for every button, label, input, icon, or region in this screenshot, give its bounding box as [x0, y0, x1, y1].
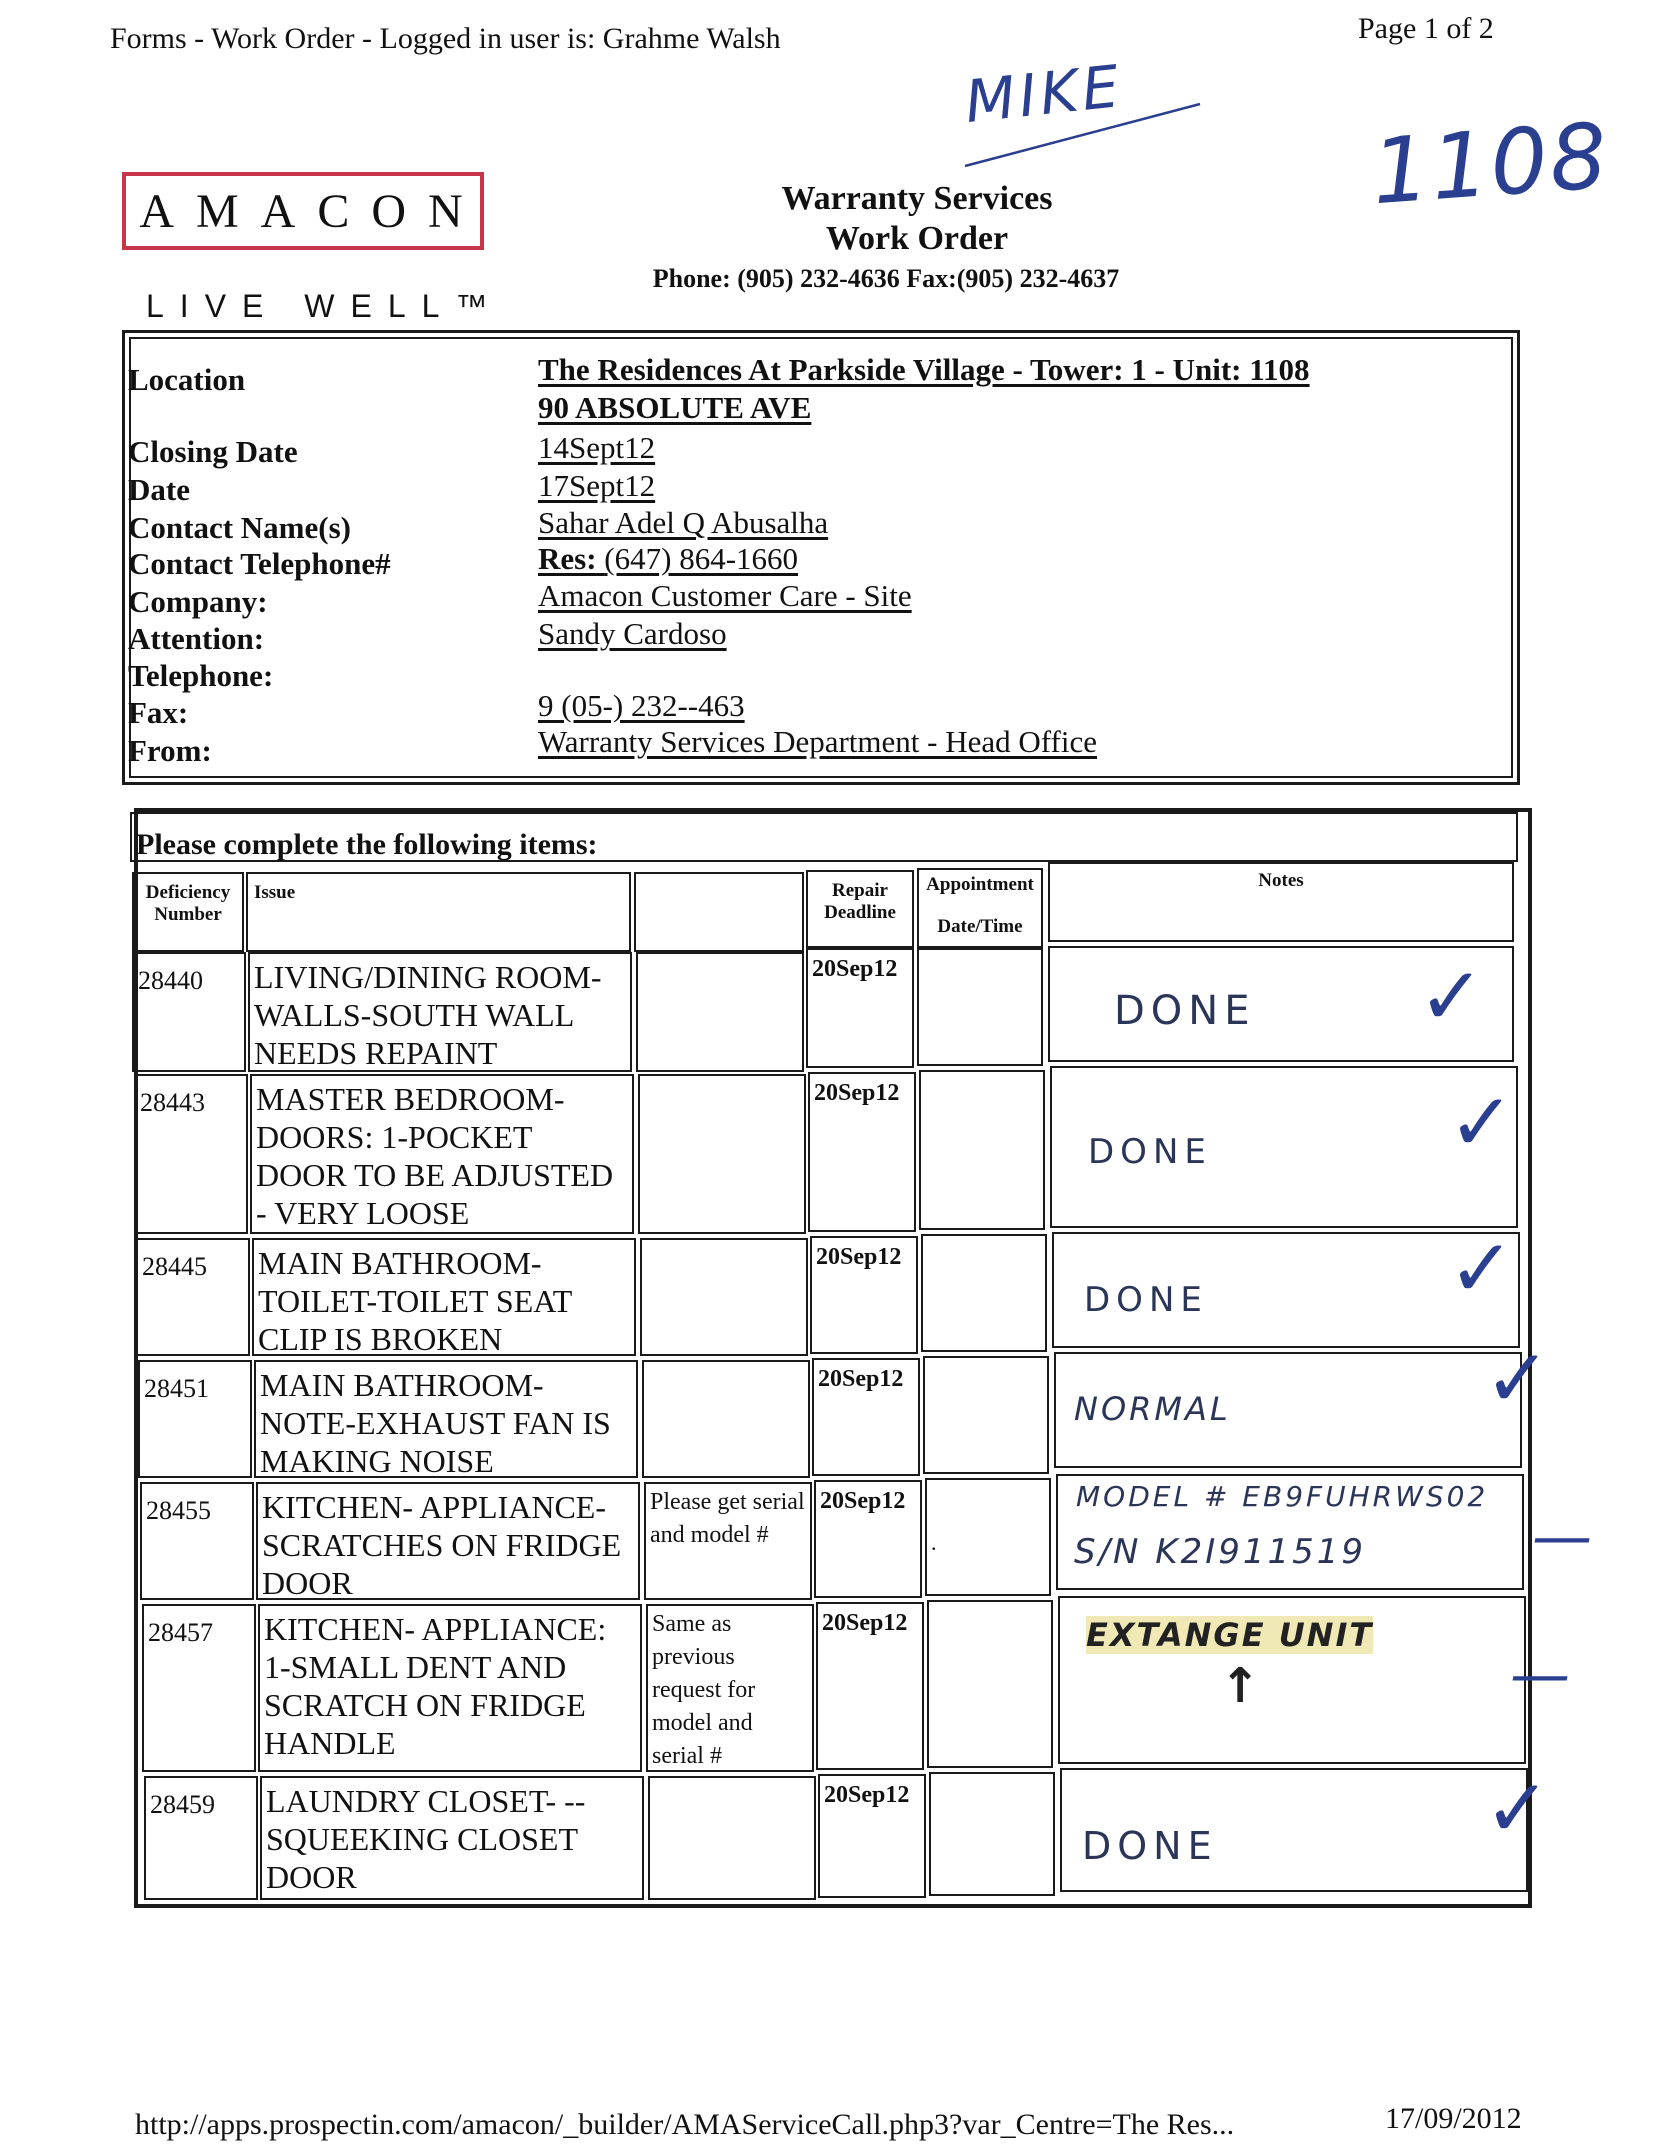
- table-row-appointment: [921, 1234, 1047, 1352]
- table-row-issue: LAUNDRY CLOSET- -- SQUEEKING CLOSET DOOR: [260, 1776, 644, 1900]
- col-header-deficiency: Deficiency Number: [132, 872, 244, 952]
- from-value: Warranty Services Department - Head Office: [538, 724, 1097, 759]
- items-heading: Please complete the following items:: [136, 828, 598, 861]
- table-row-appointment: [927, 1600, 1053, 1768]
- title-work-order: Work Order: [825, 220, 1009, 257]
- table-row-notes: DONE: [1052, 1232, 1520, 1348]
- contact-telephone-prefix: Res:: [538, 541, 597, 576]
- label-from: From:: [128, 733, 212, 768]
- label-contact-names: Contact Name(s): [128, 510, 351, 545]
- handwritten-name: MIKE: [961, 51, 1126, 137]
- col-header-issue: Issue: [246, 872, 631, 952]
- table-row-deadline: 20Sep12: [814, 1480, 922, 1598]
- table-row-issue: MAIN BATHROOM- TOILET-TOILET SEAT CLIP IS BROKEN: [252, 1238, 636, 1356]
- table-row-deadline: 20Sep12: [808, 1072, 916, 1232]
- label-company: Company:: [128, 584, 268, 619]
- address-value: 90 ABSOLUTE AVE: [538, 390, 812, 425]
- table-row-issue: MASTER BEDROOM- DOORS: 1-POCKET DOOR TO BE ADJUSTED - VERY LOOSE: [250, 1074, 634, 1234]
- label-date: Date: [128, 472, 190, 507]
- table-row-appointment: .: [925, 1478, 1051, 1596]
- table-row-appointment: [917, 948, 1043, 1066]
- table-row-deadline: 20Sep12: [816, 1602, 924, 1770]
- check-mark-icon: ✓: [1418, 950, 1486, 1043]
- top-line: Forms - Work Order - Logged in user is: Grahme Walsh: [110, 22, 781, 55]
- table-row-deadline: 20Sep12: [818, 1774, 926, 1898]
- table-row-extra: Please get serial and model #: [644, 1482, 812, 1600]
- title-phone: Phone: (905) 232-4636 Fax:(905) 232-4637: [652, 264, 1120, 293]
- label-contact-telephone: Contact Telephone#: [128, 546, 391, 581]
- amacon-logo: [122, 172, 484, 250]
- table-row-extra: [638, 1074, 806, 1234]
- table-row-notes: EXTANGE UNIT ↑: [1058, 1596, 1526, 1764]
- table-row-issue: LIVING/DINING ROOM- WALLS-SOUTH WALL NEEDS REPAINT: [248, 952, 632, 1072]
- handwritten-underline: [960, 96, 1210, 176]
- table-row-notes: DONE: [1050, 1066, 1518, 1228]
- company-value: Amacon Customer Care - Site: [538, 578, 912, 613]
- table-row-number: 28445: [136, 1238, 250, 1356]
- dash-mark-icon: —: [1532, 1502, 1592, 1572]
- attention-value: Sandy Cardoso: [538, 616, 727, 651]
- col-header-notes: Notes: [1048, 862, 1514, 942]
- check-mark-icon: ✓: [1484, 1762, 1552, 1855]
- label-location: Location: [128, 362, 246, 397]
- logo-name: AMACON: [139, 184, 485, 238]
- table-row-appointment: [929, 1772, 1055, 1896]
- table-row-extra: Same as previous request for model and serial #: [646, 1604, 814, 1772]
- table-row-issue: KITCHEN- APPLIANCE- SCRATCHES ON FRIDGE DOOR: [256, 1482, 640, 1600]
- dash-mark-icon: —: [1510, 1640, 1570, 1710]
- page-number: Page 1 of 2: [1358, 12, 1494, 45]
- check-mark-icon: ✓: [1448, 1076, 1516, 1169]
- logo-tagline: LIVE WELL™: [146, 288, 504, 324]
- table-row-notes: DONE: [1048, 946, 1514, 1062]
- footer-date: 17/09/2012: [1385, 2102, 1522, 2135]
- fax-value: 9 (05-) 232--463: [538, 688, 745, 723]
- table-row-deadline: 20Sep12: [812, 1358, 920, 1476]
- table-row-appointment: [919, 1070, 1045, 1230]
- table-row-number: 28459: [144, 1776, 258, 1900]
- location-value: The Residences At Parkside Village - Tower: 1 - Unit: 1108: [538, 352, 1310, 387]
- col-header-extra: [634, 872, 804, 952]
- table-row-number: 28457: [142, 1604, 256, 1772]
- col-header-appointment: Appointment Date/Time: [917, 868, 1043, 948]
- contact-telephone-value: [538, 541, 798, 577]
- closing-date-value: 14Sept12: [538, 430, 656, 465]
- contact-telephone-number: (647) 864-1660: [604, 541, 799, 576]
- table-row-notes: DONE: [1060, 1768, 1528, 1892]
- date-value: 17Sept12: [538, 468, 656, 503]
- table-row-extra: [648, 1776, 816, 1900]
- check-mark-icon: ✓: [1448, 1222, 1516, 1315]
- table-row-appointment: [923, 1356, 1049, 1474]
- contact-names-value: Sahar Adel Q Abusalha: [538, 505, 829, 540]
- table-row-extra: [640, 1238, 808, 1356]
- title-warranty-services: Warranty Services: [781, 180, 1053, 217]
- col-header-deadline: Repair Deadline: [806, 870, 914, 948]
- table-row-issue: MAIN BATHROOM- NOTE-EXHAUST FAN IS MAKING NOISE: [254, 1360, 638, 1478]
- table-row-issue: KITCHEN- APPLIANCE: 1-SMALL DENT AND SCRATCH ON FRIDGE HANDLE: [258, 1604, 642, 1772]
- table-row-number: 28451: [138, 1360, 252, 1478]
- label-fax: Fax:: [128, 695, 189, 730]
- footer-url: http://apps.prospectin.com/amacon/_builder/AMAServiceCall.php3?var_Centre=The Res...: [135, 2108, 1235, 2141]
- label-telephone: Telephone:: [128, 658, 274, 693]
- table-row-notes: NORMAL: [1054, 1352, 1522, 1468]
- table-row-number: 28443: [134, 1074, 248, 1234]
- handwritten-unit: 1108: [1368, 103, 1613, 226]
- check-mark-icon: ✓: [1484, 1332, 1552, 1425]
- table-row-notes: MODEL # EB9FUHRWS02 S/N K2I911519: [1056, 1474, 1524, 1590]
- table-row-number: 28440: [132, 952, 246, 1072]
- table-row-deadline: 20Sep12: [806, 948, 914, 1068]
- table-row-deadline: 20Sep12: [810, 1236, 918, 1354]
- title-block: [560, 180, 1160, 294]
- table-row-extra: [636, 952, 804, 1072]
- label-attention: Attention:: [128, 621, 265, 656]
- table-row-extra: [642, 1360, 810, 1478]
- label-closing-date: Closing Date: [128, 434, 298, 469]
- table-row-number: 28455: [140, 1482, 254, 1600]
